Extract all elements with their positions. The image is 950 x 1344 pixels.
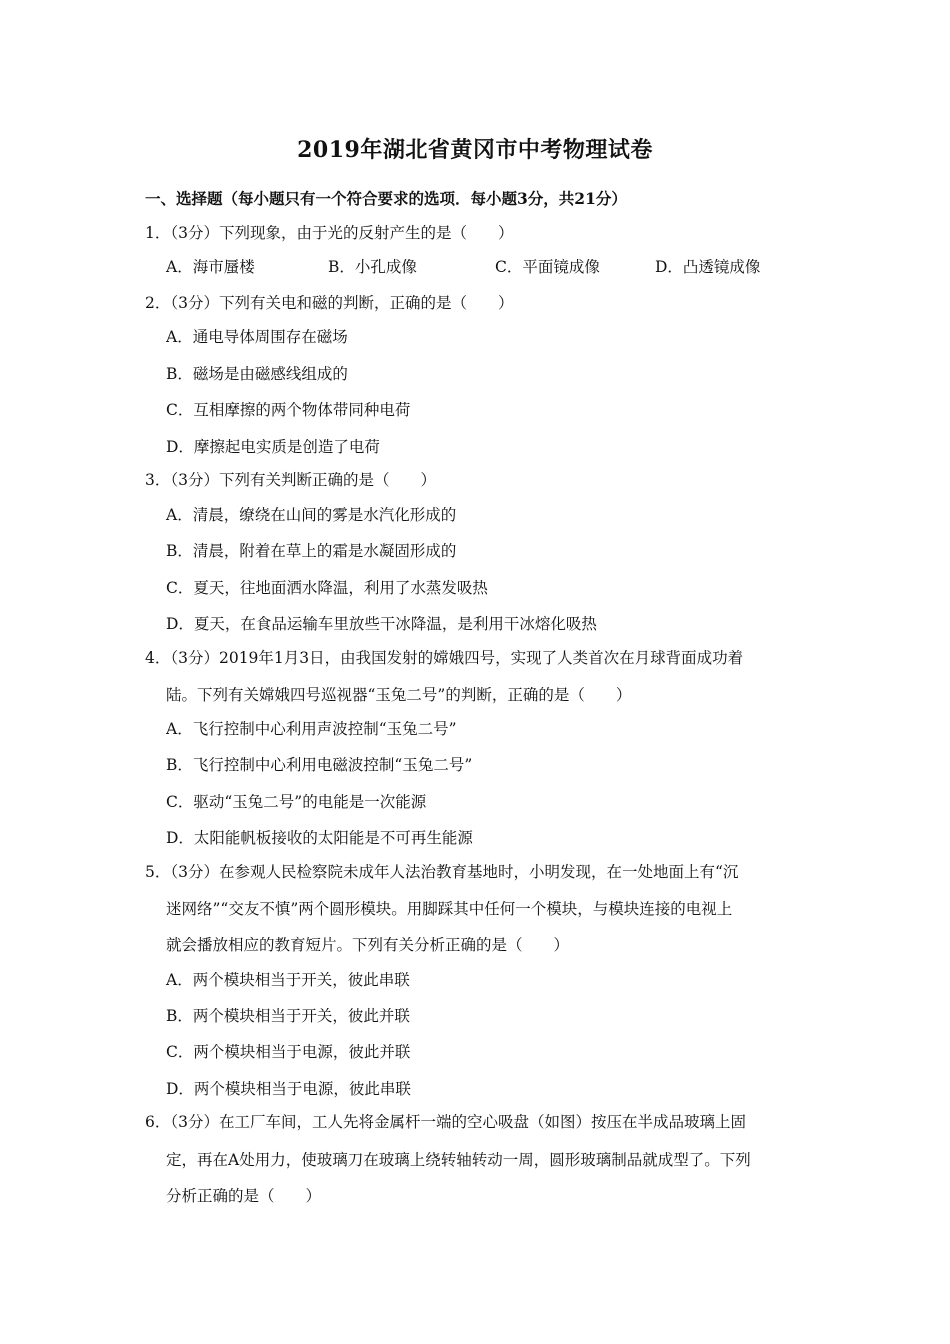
question-1-option-c: C．平面镜成像 [495, 258, 600, 276]
question-1-stem: 1．（3分）下列现象，由于光的反射产生的是（ ） [145, 224, 514, 242]
question-2-stem: 2．（3分）下列有关电和磁的判断，正确的是（ ） [145, 294, 514, 312]
question-3-option-a: A．清晨，缭绕在山间的雾是水汽化形成的 [166, 506, 457, 524]
question-4-stem-line-2: 陆。下列有关嫦娥四号巡视器“玉兔二号”的判断，正确的是（ ） [166, 686, 632, 704]
question-4-option-b: B．飞行控制中心利用电磁波控制“玉兔二号” [166, 756, 473, 774]
question-5-stem-line-2: 迷网络”“交友不慎”两个圆形模块。用脚踩其中任何一个模块，与模块连接的电视上 [166, 900, 733, 918]
question-1-option-b: B．小孔成像 [328, 258, 417, 276]
question-2-option-b: B．磁场是由磁感线组成的 [166, 365, 348, 383]
question-5-option-c: C．两个模块相当于电源，彼此并联 [166, 1043, 411, 1061]
section-heading: 一、选择题（每小题只有一个符合要求的选项．每小题3分，共21分） [145, 189, 627, 208]
question-6-stem-line-3: 分析正确的是（ ） [166, 1187, 322, 1205]
question-5-stem-line-1: 5．（3分）在参观人民检察院未成年人法治教育基地时，小明发现，在一处地面上有“沉 [145, 863, 739, 881]
question-4-option-a: A．飞行控制中心利用声波控制“玉兔二号” [166, 720, 457, 738]
question-2-option-c: C．互相摩擦的两个物体带同种电荷 [166, 401, 411, 419]
question-2-option-d: D．摩擦起电实质是创造了电荷 [166, 438, 380, 456]
question-3-option-c: C．夏天，往地面洒水降温，利用了水蒸发吸热 [166, 579, 488, 597]
document-title: 2019年湖北省黄冈市中考物理试卷 [297, 137, 653, 163]
question-3-option-b: B．清晨，附着在草上的霜是水凝固形成的 [166, 542, 457, 560]
question-1-option-a: A．海市蜃楼 [166, 258, 255, 276]
question-2-option-a: A．通电导体周围存在磁场 [166, 328, 348, 346]
question-1-option-d: D．凸透镜成像 [655, 258, 761, 276]
question-3-option-d: D．夏天，在食品运输车里放些干冰降温，是利用干冰熔化吸热 [166, 615, 597, 633]
question-5-option-a: A．两个模块相当于开关，彼此串联 [166, 971, 410, 989]
question-3-stem: 3．（3分）下列有关判断正确的是（ ） [145, 471, 436, 489]
question-5-option-d: D．两个模块相当于电源，彼此串联 [166, 1080, 411, 1098]
question-4-option-d: D．太阳能帆板接收的太阳能是不可再生能源 [166, 829, 473, 847]
question-5-option-b: B．两个模块相当于开关，彼此并联 [166, 1007, 410, 1025]
question-6-stem-line-1: 6．（3分）在工厂车间，工人先将金属杆一端的空心吸盘（如图）按压在半成品玻璃上固 [145, 1113, 746, 1131]
question-4-option-c: C．驱动“玉兔二号”的电能是一次能源 [166, 793, 427, 811]
question-4-stem-line-1: 4．（3分）2019年1月3日，由我国发射的嫦娥四号，实现了人类首次在月球背面成功着 [145, 649, 744, 667]
question-5-stem-line-3: 就会播放相应的教育短片。下列有关分析正确的是（ ） [166, 936, 570, 954]
question-6-stem-line-2: 定，再在A处用力，使玻璃刀在玻璃上绕转轴转动一周，圆形玻璃制品就成型了。下列 [166, 1151, 751, 1169]
